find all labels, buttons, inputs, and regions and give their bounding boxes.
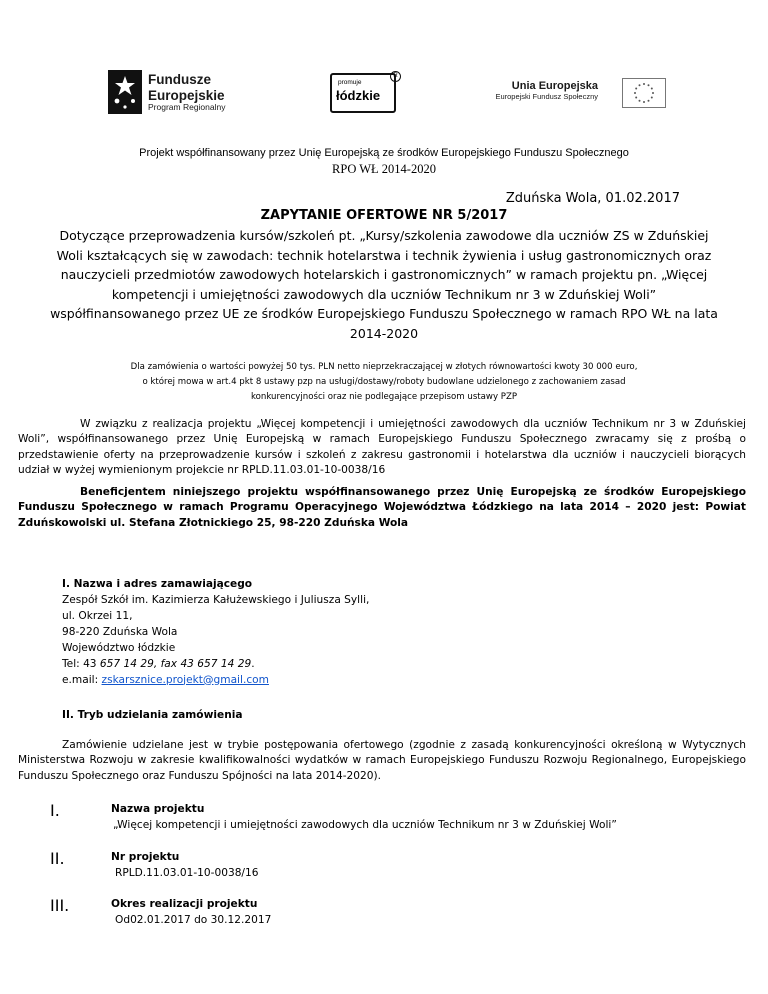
note-line: konkurencyjności oraz nie podlegające przepisom ustawy PZP bbox=[250, 392, 518, 402]
project-cofinance-line: Projekt współfinansowany przez Unię Europejską ze środków Europejskiego Funduszu Społecznego bbox=[139, 147, 629, 159]
address-line: Zespół Szkół im. Kazimierza Kałużewskiego i Juliusza Sylli, bbox=[62, 594, 370, 606]
ue-line1: Unia Europejska bbox=[511, 80, 598, 92]
unia-europejska-logo bbox=[486, 78, 666, 112]
procedure-text: Zamówienie udzielane jest w trybie postępowania ofertowego (zgodnie z zasadą konkurencyjności określoną w Wytycznych Ministerstwa Rozwoju w zakresie kwalifikowalności wydatków w ramach Europejskiego Funduszu Rozwoju Regionalnego, Europejskiego Funduszu Społecznego oraz Funduszu Spójności na lata 2014-2020). bbox=[18, 739, 746, 782]
beneficiary-paragraph bbox=[18, 485, 746, 531]
rpo-line: RPO WŁ 2014-2020 bbox=[332, 162, 436, 176]
fe-line2: Europejskie bbox=[148, 87, 225, 103]
fe-star-icon bbox=[108, 70, 142, 114]
note-line: Dla zamówienia o wartości powyżej 50 tys. PLN netto nieprzekraczającej w złotych równowartości kwoty 30 000 euro, bbox=[130, 362, 638, 372]
ue-line2: Europejski Fundusz Społeczny bbox=[495, 92, 598, 101]
email-link[interactable]: zskarsznice.projekt@gmail.com bbox=[101, 673, 269, 686]
intro-text: W związku z realizacja projektu „Więcej kompetencji i umiejętności zawodowych dla uczniów Technikum nr 3 w Zduńskiej Woli”, współfinansowanego przez Unię Europejską w ramach Europejskiego Funduszu Społecznego zwracamy się z prośbą o przedstawienie oferty na przeprowadzenie kursów i szkoleń z zakresu gastronomii i hotelarstwa dla uczniów i nauczycieli biorących udział w wyżej wymienionym projekcie nr RPLD.11.03.01-10-0038/16 bbox=[18, 418, 746, 476]
project-name-item bbox=[111, 801, 617, 833]
subject-line: 2014-2020 bbox=[349, 325, 419, 341]
item-number: I. bbox=[50, 801, 60, 820]
phone-number: 657 14 29 bbox=[99, 657, 154, 670]
fax-number: 43 657 14 29 bbox=[177, 657, 252, 670]
document-title: ZAPYTANIE OFERTOWE NR 5/2017 bbox=[260, 208, 508, 223]
project-number-item bbox=[111, 849, 259, 881]
subject-line: Dotyczące przeprowadzenia kursów/szkoleń pt. „Kursy/szkolenia zawodowe dla uczniów ZS w Zduńskiej bbox=[59, 228, 709, 243]
subject-line: kompetencji i umiejętności zawodowych dla uczniów Technikum nr 3 w Zduńskiej Woli” bbox=[111, 286, 657, 302]
lodzkie-top-text: promuje bbox=[338, 79, 362, 86]
address-line: Województwo łódzkie bbox=[62, 641, 176, 654]
fe-line3: Program Regionalny bbox=[148, 102, 226, 113]
phone-line: Tel: 43 657 14 29, fax 43 657 14 29. bbox=[62, 657, 255, 670]
address-line: 98-220 Zduńska Wola bbox=[62, 625, 178, 638]
item-value: „Więcej kompetencji i umiejętności zawodowych dla uczniów Technikum nr 3 w Zduńskiej Woli” bbox=[113, 819, 617, 831]
fe-line1: Fundusze bbox=[148, 72, 211, 87]
eu-flag-icon bbox=[622, 78, 666, 108]
intro-paragraph bbox=[18, 417, 746, 478]
item-title: Nr projektu bbox=[111, 851, 180, 863]
project-period-item bbox=[111, 896, 271, 928]
item-title: Okres realizacji projektu bbox=[111, 898, 258, 910]
address-line: ul. Okrzei 11, bbox=[62, 609, 133, 622]
document-date: Zduńska Wola, 01.02.2017 bbox=[505, 191, 680, 206]
subject-line: współfinansowanego przez UE ze środków Europejskiego Funduszu Społecznego w ramach RPO WŁ na lata bbox=[50, 306, 718, 321]
lodzkie-logo bbox=[330, 73, 400, 113]
item-value: RPLD.11.03.01-10-0038/16 bbox=[115, 867, 259, 879]
fundusze-europejskie-logo bbox=[108, 70, 268, 114]
item-title: Nazwa projektu bbox=[111, 803, 205, 815]
item-number: III. bbox=[50, 896, 70, 915]
item-number: II. bbox=[50, 849, 65, 868]
lodzkie-main-text: łódzkie bbox=[336, 88, 381, 103]
note-line: o której mowa w art.4 pkt 8 ustawy pzp na usługi/dostawy/roboty budowlane udzielonego z zachowaniem zasad bbox=[142, 377, 626, 387]
procedure-paragraph bbox=[18, 738, 746, 784]
subject-line: Woli kształcących się w zawodach: technik hotelarstwa i technik żywienia i usług gastronomicznych oraz bbox=[56, 247, 712, 263]
beneficiary-text: Beneficjentem niniejszego projektu współfinansowanego przez Unię Europejską ze środków Europejskiego Funduszu Społecznego w ramach Programu Operacyjnego Województwa Łódzkiego na lata 2014 – 2020 jest: Powiat Zduńskowolski ul. Stefana Złotnickiego 25, 98-220 Zduńska Wola bbox=[18, 486, 746, 529]
value-note bbox=[60, 360, 708, 405]
item-value: Od02.01.2017 do 30.12.2017 bbox=[115, 914, 272, 926]
ordering-party-address bbox=[62, 593, 369, 688]
section-2-heading: II. Tryb udzielania zamówienia bbox=[62, 709, 243, 721]
section-1-heading: I. Nazwa i adres zamawiającego bbox=[62, 578, 253, 590]
email-line: e.mail: zskarsznice.projekt@gmail.com bbox=[62, 673, 269, 686]
subject-block bbox=[28, 226, 740, 343]
registered-mark-icon: R bbox=[390, 71, 401, 82]
subject-line: nauczycieli przedmiotów zawodowych hotelarskich i gastronomicznych” w ramach projektu pn. „Więcej bbox=[60, 267, 708, 282]
